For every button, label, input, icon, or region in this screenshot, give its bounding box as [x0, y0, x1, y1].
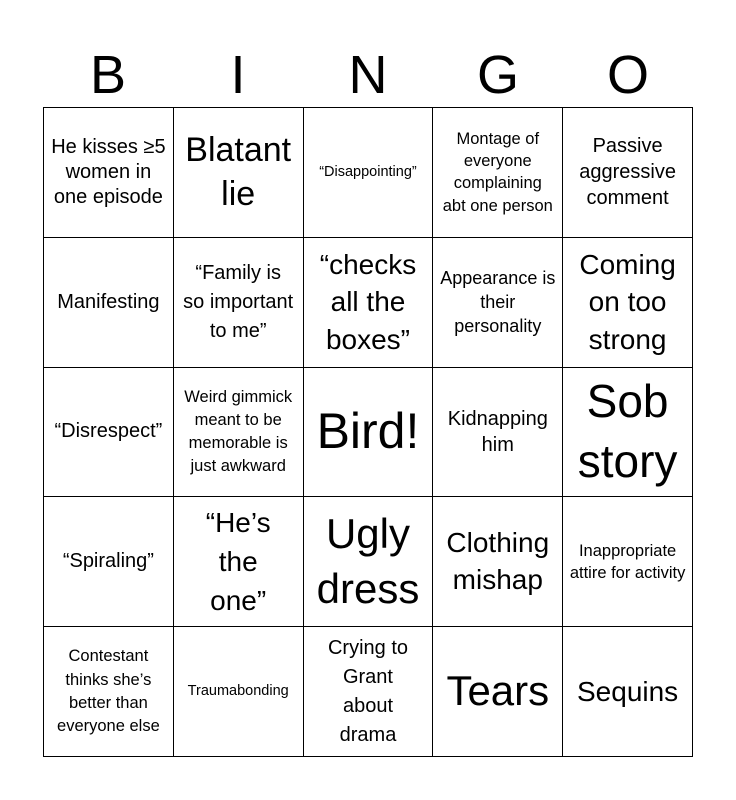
cell-text: Traumabonding — [187, 682, 289, 699]
bingo-cell-r4-c4[interactable] — [433, 497, 563, 627]
cell-text: Crying to Grant about drama — [327, 636, 408, 746]
cell-text: “Disrespect” — [54, 420, 163, 443]
bingo-cell-r4-c1[interactable] — [44, 497, 174, 627]
cell-text: “checks all the boxes” — [319, 248, 417, 356]
bingo-cell-r2-c4[interactable] — [433, 238, 563, 368]
cell-text: Clothing mishap — [446, 527, 550, 595]
bingo-cell-r1-c2[interactable] — [174, 108, 304, 238]
header-letter-i: I — [230, 45, 246, 105]
cell-text: Appearance is their personality — [440, 267, 556, 337]
cell-text: Passive aggressive comment — [579, 135, 676, 210]
bingo-cell-r2-c5[interactable] — [563, 238, 693, 368]
bingo-cell-r2-c3[interactable] — [304, 238, 434, 368]
bingo-cell-r4-c3[interactable] — [304, 497, 434, 627]
cell-text: Contestant thinks she’s better than everyone else — [57, 647, 160, 735]
header-letter-n: N — [348, 45, 388, 105]
cell-text: Sob story — [577, 375, 678, 487]
bingo-cell-r2-c2[interactable] — [174, 238, 304, 368]
cell-text: Manifesting — [57, 290, 160, 313]
cell-text: “Spiraling” — [62, 550, 154, 573]
bingo-cell-r5-c5[interactable] — [563, 627, 693, 757]
cell-text: He kisses ≥5 women in one episode — [51, 135, 166, 208]
bingo-cell-r2-c1[interactable] — [44, 238, 174, 368]
cell-text: Bird! — [316, 403, 420, 460]
bingo-cell-r1-c1[interactable] — [44, 108, 174, 238]
cell-text: Inappropriate attire for activity — [569, 541, 686, 582]
cell-text: Tears — [446, 667, 550, 715]
header-letter-g: G — [476, 45, 519, 105]
bingo-grid — [43, 107, 693, 757]
bingo-cell-r4-c5[interactable] — [563, 497, 693, 627]
bingo-cell-r1-c5[interactable] — [563, 108, 693, 238]
bingo-cell-r5-c2[interactable] — [174, 627, 304, 757]
cell-text: “Disappointing” — [319, 163, 417, 180]
bingo-cell-r3-c5[interactable] — [563, 368, 693, 498]
bingo-cell-r1-c3[interactable] — [304, 108, 434, 238]
cell-text: Weird gimmick meant to be memorable is just awkward — [184, 387, 293, 476]
cell-text: Ugly dress — [316, 510, 420, 612]
header-letter-o: O — [606, 45, 649, 105]
bingo-cell-r4-c2[interactable] — [174, 497, 304, 627]
cell-text: “Family is so important to me” — [183, 261, 294, 342]
bingo-cell-r5-c1[interactable] — [44, 627, 174, 757]
bingo-cell-r1-c4[interactable] — [433, 108, 563, 238]
bingo-cell-r5-c3[interactable] — [304, 627, 434, 757]
bingo-cell-r3-c1[interactable] — [44, 368, 174, 498]
header-letter-b: B — [89, 45, 127, 105]
cell-text: Coming on too strong — [579, 248, 676, 356]
bingo-cell-r5-c4[interactable] — [433, 627, 563, 757]
cell-text: Sequins — [577, 676, 679, 708]
bingo-cell-r3-c2[interactable] — [174, 368, 304, 498]
cell-text: “He’s the one” — [205, 507, 271, 617]
bingo-header — [43, 42, 693, 108]
cell-text: Blatant lie — [185, 131, 292, 214]
cell-text: Montage of everyone complaining abt one person — [442, 129, 553, 215]
cell-text: Kidnapping him — [447, 407, 548, 456]
bingo-cell-r3-c3[interactable] — [304, 368, 434, 498]
bingo-cell-r3-c4[interactable] — [433, 368, 563, 498]
